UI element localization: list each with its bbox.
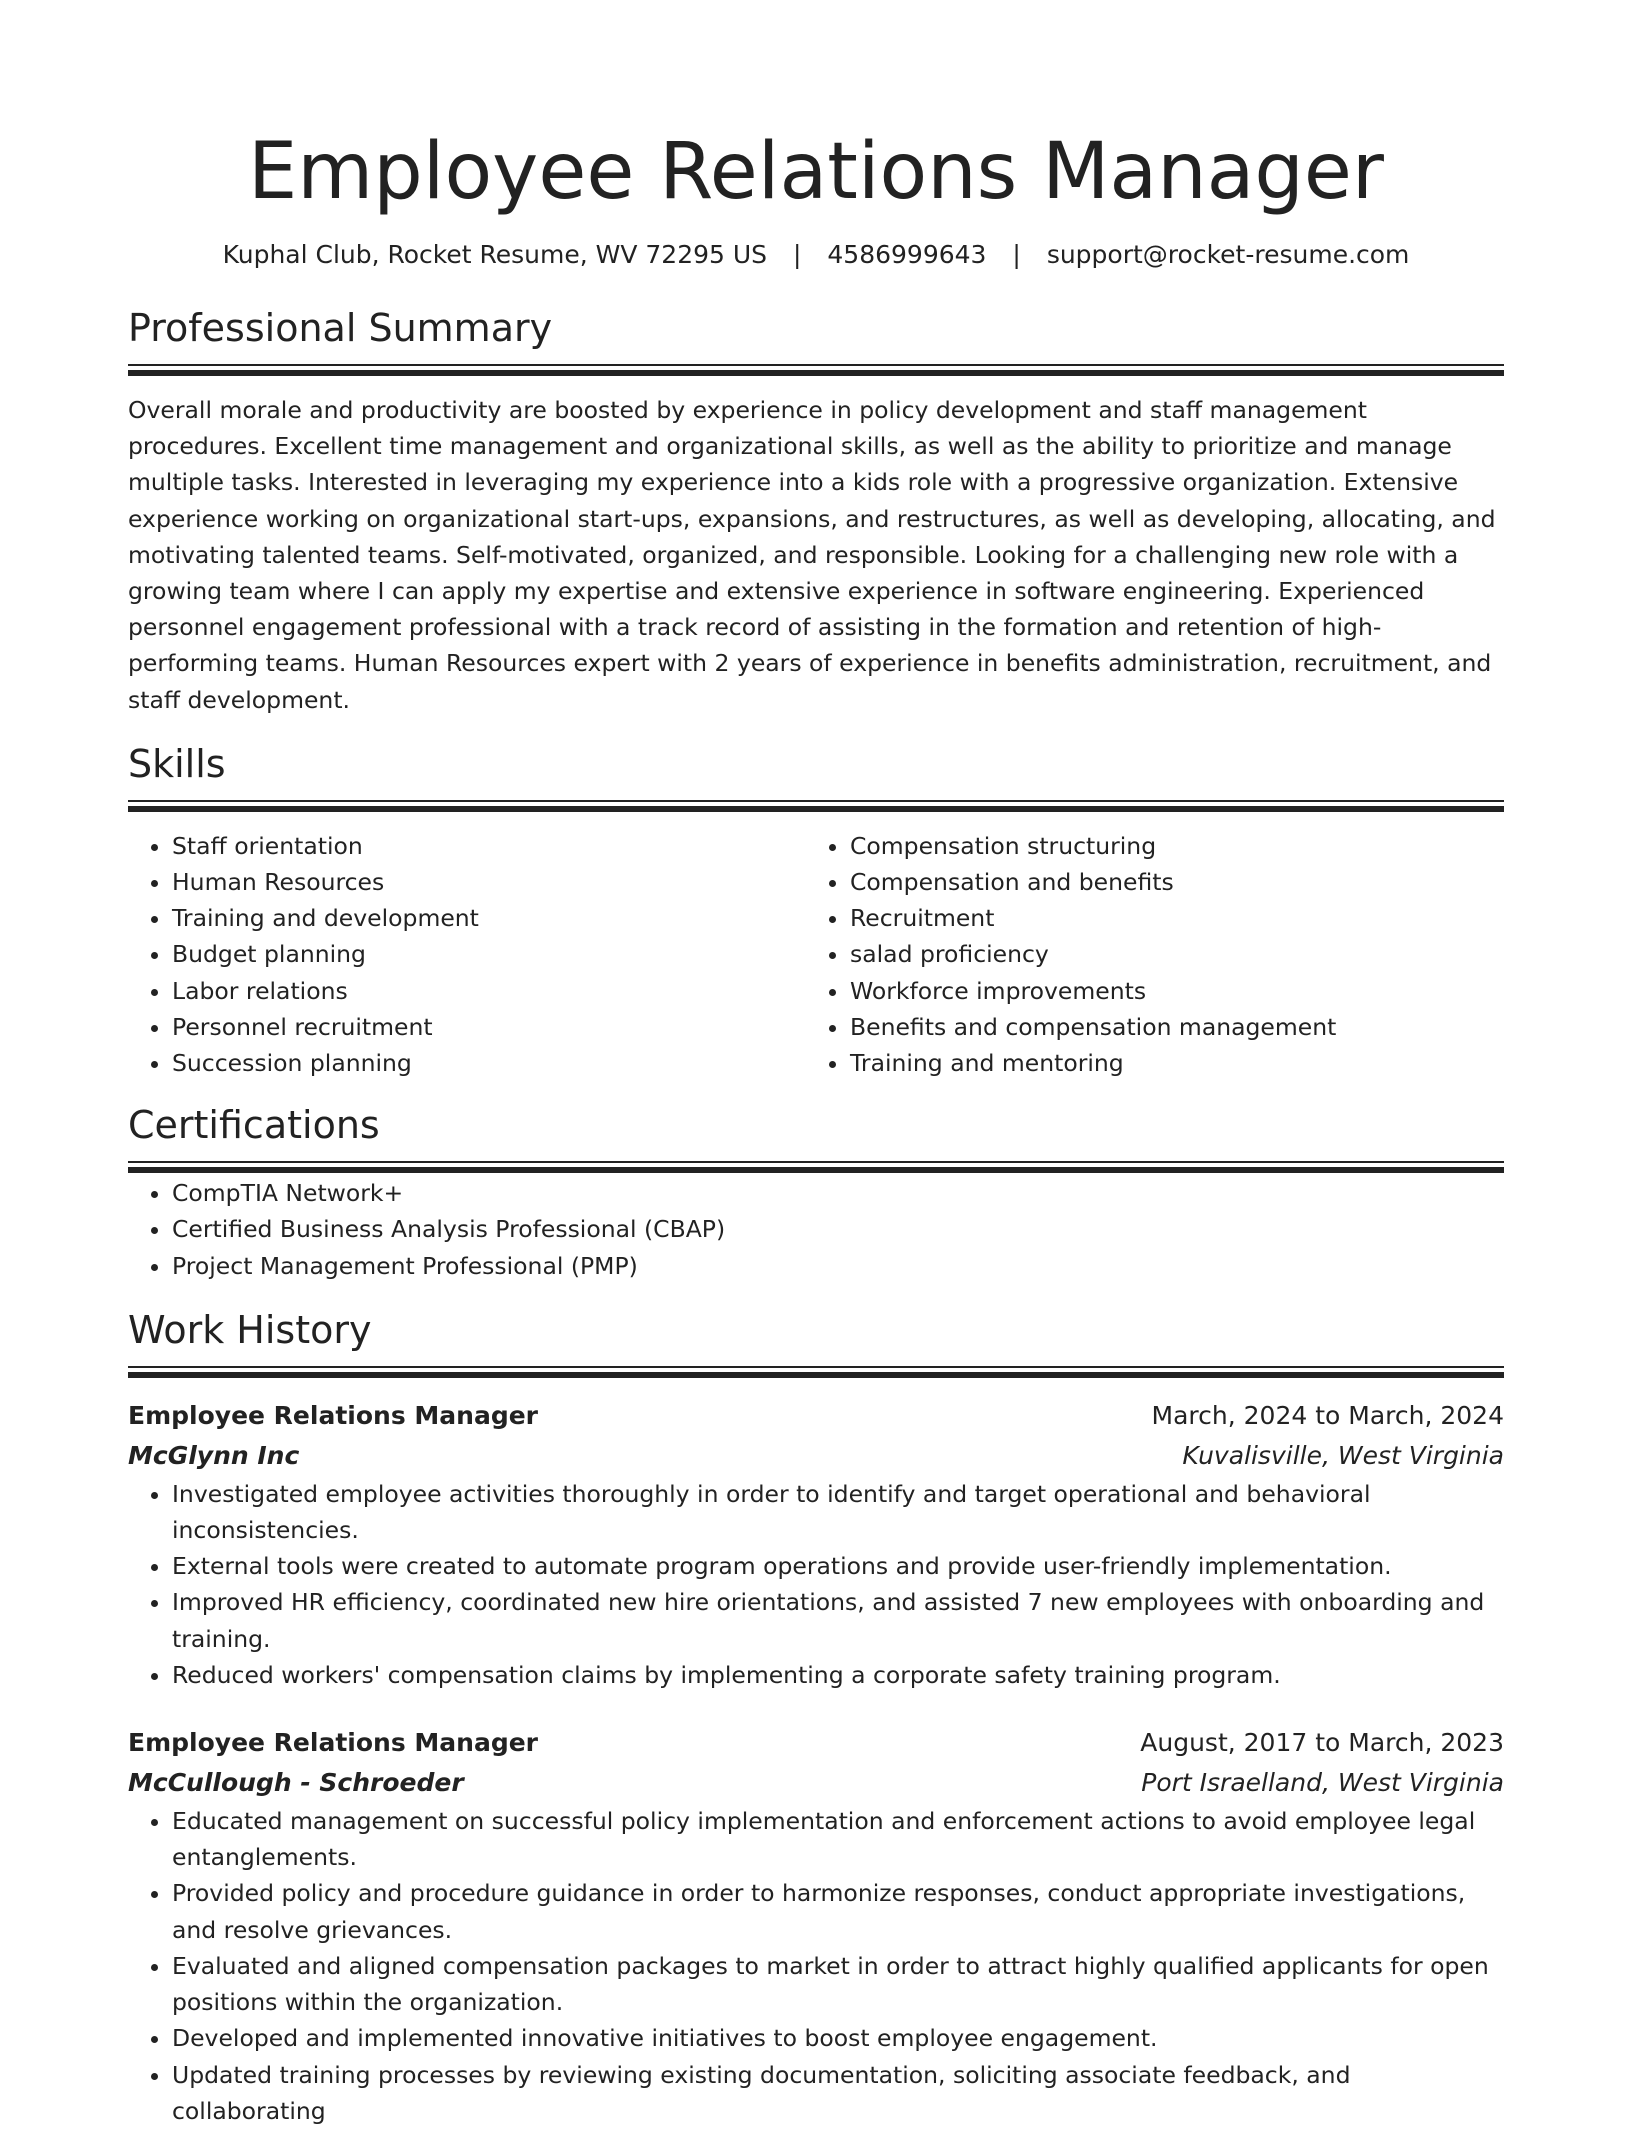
resume-page bbox=[128, 0, 1504, 2129]
skill-item: • Human Resources bbox=[172, 864, 806, 900]
job-duty: • Improved HR efficiency, coordinated new hire orientations, and assisted 7 new employees with onboarding and training. bbox=[172, 1584, 1504, 1656]
job-duty: • Developed and implemented innovative initiatives to boost employee engagement. bbox=[172, 2020, 1504, 2056]
job-duty: • Educated management on successful policy implementation and enforcement actions to avoid employee legal entanglements. bbox=[172, 1803, 1504, 1875]
job-header bbox=[128, 1396, 1504, 1436]
section-divider bbox=[128, 1161, 1504, 1175]
job-entry bbox=[128, 1723, 1504, 2129]
job-subheader bbox=[128, 1763, 1504, 1803]
certification-item: • CompTIA Network+ bbox=[172, 1175, 1504, 1211]
skill-item: • Compensation structuring bbox=[850, 828, 1484, 864]
skill-item: • Succession planning bbox=[172, 1045, 806, 1081]
section-divider bbox=[128, 1366, 1504, 1380]
summary-text: Overall morale and productivity are boosted by experience in policy development and staff management procedures. Excellent time management and organizational skills, as well as the ability to prioritize and manage multiple tasks. Interested in leveraging my experience into a kids role with a progressive organization. Extensive experience working on organizational start-ups, expansions, and restructures, as well as developing, allocating, and motivating talented teams. Self-motivated, organized, and responsible. Looking for a challenging new role with a growing team where I can apply my expertise and extensive experience in software engineering. Experienced personnel engagement professional with a track record of assisting in the formation and retention of high-performing teams. Human Resources expert with 2 years of experience in benefits administration, recruitment, and staff development. bbox=[128, 396, 1496, 714]
job-dates: March, 2024 to March, 2024 bbox=[1151, 1400, 1504, 1430]
job-title: Employee Relations Manager bbox=[128, 1728, 538, 1758]
skill-item: • Workforce improvements bbox=[850, 973, 1484, 1009]
job-duties-list bbox=[128, 1476, 1504, 1693]
certification-item: • Project Management Professional (PMP) bbox=[172, 1248, 1504, 1284]
skill-item: • Training and mentoring bbox=[850, 1045, 1484, 1081]
skills-list-right bbox=[806, 828, 1484, 1081]
job-location: Port Israelland, West Virginia bbox=[1141, 1768, 1504, 1798]
job-duty: • Evaluated and aligned compensation packages to market in order to attract highly qualified applicants for open positions within the organization. bbox=[172, 1948, 1504, 2020]
job-duty: • Investigated employee activities thoroughly in order to identify and target operational and behavioral inconsistencies. bbox=[172, 1476, 1504, 1548]
skills-column-right bbox=[806, 828, 1484, 1081]
skills-column-left bbox=[128, 828, 806, 1081]
contact-separator: | bbox=[793, 240, 802, 269]
certifications-heading: Certifications bbox=[128, 1103, 380, 1148]
contact-separator: | bbox=[1012, 240, 1021, 269]
work-history-section bbox=[128, 1306, 1504, 2129]
job-location: Kuvalisville, West Virginia bbox=[1182, 1440, 1504, 1470]
certifications-section bbox=[128, 1101, 1504, 1284]
skill-item: • Benefits and compensation management bbox=[850, 1009, 1484, 1045]
job-duty: • Updated training processes by reviewing existing documentation, soliciting associate feedback, and collaborating bbox=[172, 2057, 1504, 2129]
job-duty: • External tools were created to automate program operations and provide user-friendly implementation. bbox=[172, 1548, 1504, 1584]
summary-heading: Professional Summary bbox=[128, 306, 553, 350]
skills-section bbox=[128, 740, 1504, 1081]
job-title: Employee Relations Manager bbox=[128, 1400, 538, 1430]
job-duty: • Provided policy and procedure guidance in order to harmonize responses, conduct appropriate investigations, and resolve grievances. bbox=[172, 1875, 1504, 1947]
skill-item: • Compensation and benefits bbox=[850, 864, 1484, 900]
skill-item: • Labor relations bbox=[172, 973, 806, 1009]
job-header bbox=[128, 1723, 1504, 1763]
skills-heading: Skills bbox=[128, 741, 226, 786]
job-duty: • Reduced workers' compensation claims by implementing a corporate safety training program. bbox=[172, 1657, 1504, 1693]
certification-item: • Certified Business Analysis Professional (CBAP) bbox=[172, 1211, 1504, 1247]
skill-item: • Training and development bbox=[172, 900, 806, 936]
skill-item: • Staff orientation bbox=[172, 828, 806, 864]
skills-grid bbox=[128, 828, 1504, 1081]
candidate-name: Employee Relations Manager bbox=[248, 127, 1384, 217]
skills-list-left bbox=[128, 828, 806, 1081]
certifications-list bbox=[128, 1175, 1504, 1284]
skill-item: • Recruitment bbox=[850, 900, 1484, 936]
contact-address: Kuphal Club, Rocket Resume, WV 72295 US bbox=[222, 240, 768, 269]
contact-email: support@rocket-resume.com bbox=[1046, 240, 1410, 269]
summary-section bbox=[128, 304, 1504, 718]
contact-line bbox=[128, 238, 1504, 272]
work-history-heading: Work History bbox=[128, 1307, 372, 1352]
job-dates: August, 2017 to March, 2023 bbox=[1140, 1728, 1504, 1758]
section-divider bbox=[128, 364, 1504, 378]
job-duties-list bbox=[128, 1803, 1504, 2129]
skill-item: • salad proficiency bbox=[850, 936, 1484, 972]
skill-item: • Budget planning bbox=[172, 936, 806, 972]
job-company: McCullough - Schroeder bbox=[128, 1768, 464, 1798]
contact-phone: 4586999643 bbox=[827, 240, 987, 269]
section-divider bbox=[128, 800, 1504, 814]
job-subheader bbox=[128, 1436, 1504, 1476]
skill-item: • Personnel recruitment bbox=[172, 1009, 806, 1045]
job-company: McGlynn Inc bbox=[128, 1440, 300, 1470]
job-entry bbox=[128, 1396, 1504, 1693]
